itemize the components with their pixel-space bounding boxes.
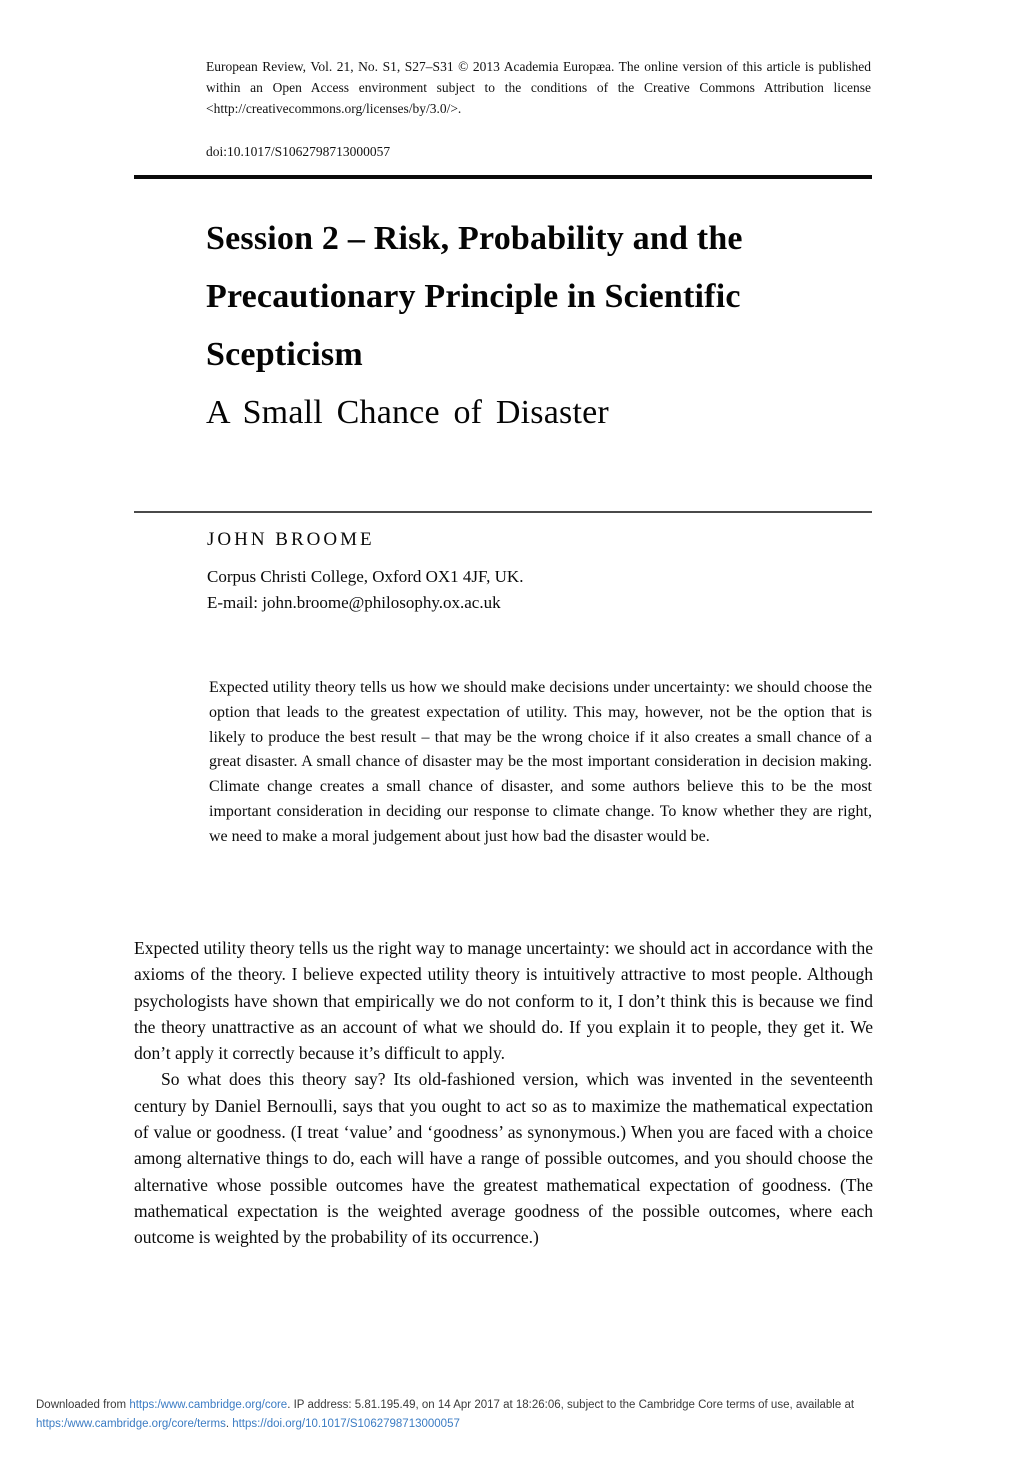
- article-body: [134, 935, 873, 1251]
- article-subtitle: A Small Chance of Disaster: [206, 394, 609, 431]
- journal-citation: European Review, Vol. 21, No. S1, S27–S31 © 2013 Academia Europæa. The online version of this article is published within an Open Access environment subject to the conditions of the Creative Commons Attribution license <http://creativecommons.org/licenses/by/3.0/>.: [206, 59, 871, 116]
- footer-line-2: [36, 1415, 996, 1434]
- author-email: E-mail: john.broome@philosophy.ox.ac.uk: [207, 592, 501, 612]
- title-line-3: Scepticism: [206, 336, 363, 373]
- author-details: [207, 564, 847, 615]
- author-affiliation: Corpus Christi College, Oxford OX1 4JF, UK.: [207, 567, 524, 586]
- abstract: Expected utility theory tells us how we should make decisions under uncertainty: we should choose the option that leads to the greatest expectation of utility. This may, however, not be the option that is likely to produce the best result – that may be the wrong choice if it also creates a small chance of a great disaster. A small chance of disaster may be the most important consideration in decision making. Climate change creates a small chance of disaster, and some authors believe this to be the most important consideration in deciding our response to climate change. To know whether they are right, we need to make a moral judgement about just how bad the disaster would be.: [209, 679, 872, 845]
- body-paragraph-1: Expected utility theory tells us the right way to manage uncertainty: we should act in accordance with the axioms of the theory. I believe expected utility theory is intuitively attractive to most people. Although psychologists have shown that empirically we do not conform to it, I don’t think this is because we find the theory unattractive as an account of what we should do. If you explain it to people, they get it. We don’t apply it correctly because it’s difficult to apply.: [134, 938, 873, 1064]
- footer-doi-link[interactable]: https://doi.org/10.1017/S1062798713000057: [232, 1417, 460, 1430]
- title-top-rule: [134, 175, 872, 179]
- title-line-1: Session 2 – Risk, Probability and the: [206, 220, 743, 257]
- footer-separator-text: .: [225, 1417, 233, 1430]
- cambridge-core-link[interactable]: https:/www.cambridge.org/core: [129, 1399, 288, 1411]
- author-section-rule: [134, 511, 872, 513]
- footer-line-1: [36, 1396, 996, 1415]
- download-footer: [36, 1396, 996, 1433]
- footer-downloaded-from-text: Downloaded from: [36, 1399, 130, 1411]
- article-title: [206, 210, 896, 442]
- cambridge-terms-link[interactable]: https:/www.cambridge.org/core/terms: [36, 1417, 226, 1430]
- body-paragraph-2: So what does this theory say? Its old-fashioned version, which was invented in the seventeenth century by Daniel Bernoulli, says that you ought to act so as to maximize the mathematical expectation of value or goodness. (I treat ‘value’ and ‘goodness’ as synonymous.) When you are faced with a choice among alternative things to do, each will have a range of possible outcomes, and you should choose the alternative whose possible outcomes have the greatest mathematical expectation of goodness. (The mathematical expectation is the weighted average goodness of the possible outcomes, where each outcome is weighted by the probability of its occurrence.): [134, 1069, 873, 1248]
- title-line-2: Precautionary Principle in Scientific: [206, 278, 741, 315]
- footer-ip-date-text: . IP address: 5.81.195.49, on 14 Apr 2017 at 18:26:06, subject to the Cambridge Core terms of use, available at: [287, 1399, 855, 1411]
- doi-line: doi:10.1017/S1062798713000057: [206, 144, 391, 159]
- author-name: JOHN BROOME: [207, 529, 375, 550]
